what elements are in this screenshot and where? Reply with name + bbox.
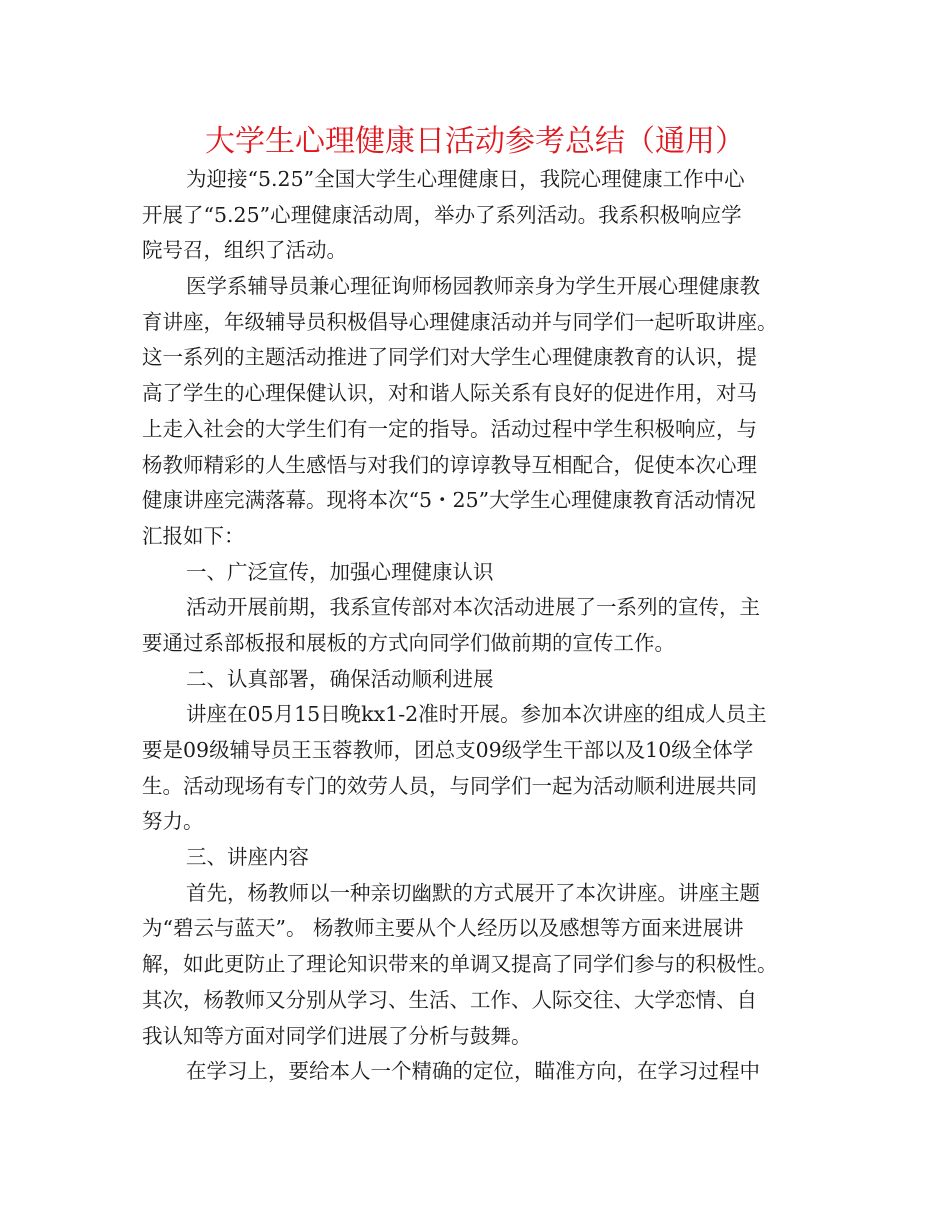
paragraph [142, 269, 810, 555]
text-line: 开展了“5.25”心理健康活动周，举办了系列活动。我系积极响应学 [142, 202, 742, 227]
text-line: 这一系列的主题活动推进了同学们对大学生心理健康教育的认识，提 [142, 345, 757, 370]
text-line: 要通过系部板报和展板的方式向同学们做前期的宣传工作。 [142, 630, 675, 655]
text-line: 院号召，组织了活动。 [142, 238, 347, 263]
heading-line: 三、讲座内容 [186, 845, 309, 870]
heading-line: 一、广泛宣传，加强心理健康认识 [186, 559, 494, 584]
text-line: 努力。 [142, 809, 204, 834]
text-line: 首先，杨教师以一种亲切幽默的方式展开了本次讲座。讲座主题 [186, 880, 760, 905]
text-line: 医学系辅导员兼心理征询师杨园教师亲身为学生开展心理健康教 [186, 274, 760, 299]
section-heading [142, 840, 810, 876]
text-line: 生。活动现场有专门的效劳人员，与同学们一起为活动顺利进展共同 [142, 773, 757, 798]
paragraph [142, 697, 810, 840]
section-heading [142, 662, 810, 698]
text-line: 杨教师精彩的人生感悟与对我们的谆谆教导互相配合，促使本次心理 [142, 452, 757, 477]
text-line: 要是09级辅导员王玉蓉教师，团总支09级学生干部以及10级全体学 [142, 738, 754, 762]
text-line: 解，如此更防止了理论知识带来的单调又提高了同学们参与的积极性。 [142, 952, 778, 977]
text-line: 讲座在05月15日晚kx1-2准时开展。参加本次讲座的组成人员主 [186, 702, 767, 727]
text-line: 为“碧云与蓝天”。 杨教师主要从个人经历以及感想等方面来进展讲 [142, 916, 744, 941]
text-line: 育讲座，年级辅导员积极倡导心理健康活动并与同学们一起听取讲座。 [142, 309, 778, 334]
paragraph [142, 876, 810, 1054]
paragraph [142, 162, 810, 269]
text-line: 我认知等方面对同学们进展了分析与鼓舞。 [142, 1023, 532, 1048]
text-line: 为迎接“5.25”全国大学生心理健康日，我院心理健康工作中心 [186, 167, 745, 191]
document-title: 大学生心理健康日活动参考总结（通用） [205, 124, 745, 159]
text-line: 健康讲座完满落幕。现将本次“5・25”大学生心理健康教育活动情况 [142, 488, 756, 513]
paragraph [142, 1054, 810, 1090]
text-line: 高了学生的心理保健认识，对和谐人际关系有良好的促进作用，对马 [142, 381, 757, 406]
document-body [142, 162, 810, 1090]
text-line: 其次，杨教师又分别从学习、生活、工作、人际交往、大学恋情、自 [142, 987, 757, 1012]
heading-line: 二、认真部署，确保活动顺利进展 [186, 666, 494, 691]
paragraph [142, 590, 810, 661]
text-line: 活动开展前期，我系宣传部对本次活动进展了一系列的宣传，主 [186, 595, 760, 620]
text-line: 上走入社会的大学生们有一定的指导。活动过程中学生积极响应，与 [142, 416, 757, 441]
text-line: 在学习上，要给本人一个精确的定位，瞄准方向，在学习过程中 [186, 1059, 760, 1084]
text-line: 汇报如下： [142, 523, 245, 548]
section-heading [142, 555, 810, 591]
